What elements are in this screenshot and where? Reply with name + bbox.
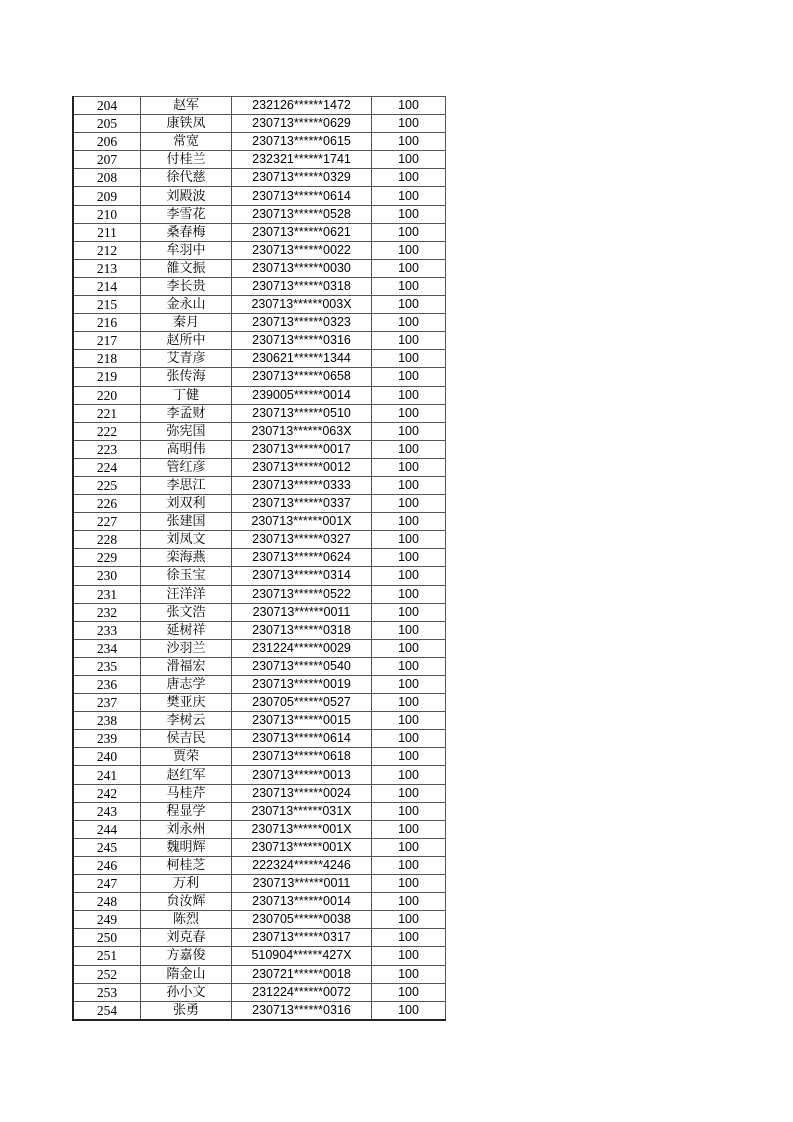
table-row (73, 386, 446, 404)
name-cell: 李长贵 (141, 277, 232, 295)
table-row (73, 368, 446, 386)
row-number-cell: 225 (73, 476, 141, 494)
id-number-cell: 230705******0527 (232, 694, 372, 712)
name-cell: 李孟财 (141, 404, 232, 422)
id-number-cell: 230713******001X (232, 838, 372, 856)
table-row (73, 639, 446, 657)
id-number-cell: 232126******1472 (232, 97, 372, 115)
amount-cell: 100 (372, 676, 446, 694)
table-row (73, 259, 446, 277)
row-number-cell: 232 (73, 603, 141, 621)
id-number-cell: 230705******0038 (232, 911, 372, 929)
id-number-cell: 230713******0329 (232, 169, 372, 187)
row-number-cell: 223 (73, 440, 141, 458)
name-cell: 秦月 (141, 314, 232, 332)
name-cell: 魏明辉 (141, 838, 232, 856)
amount-cell: 100 (372, 458, 446, 476)
name-cell: 刘双利 (141, 495, 232, 513)
amount-cell: 100 (372, 476, 446, 494)
table-row (73, 820, 446, 838)
id-number-cell: 230713******0522 (232, 585, 372, 603)
row-number-cell: 229 (73, 549, 141, 567)
id-number-cell: 230713******0614 (232, 187, 372, 205)
name-cell: 刘永州 (141, 820, 232, 838)
name-cell: 牟羽中 (141, 241, 232, 259)
row-number-cell: 210 (73, 205, 141, 223)
id-number-cell: 230713******0314 (232, 567, 372, 585)
name-cell: 马桂芹 (141, 784, 232, 802)
amount-cell: 100 (372, 567, 446, 585)
name-cell: 隋金山 (141, 965, 232, 983)
amount-cell: 100 (372, 730, 446, 748)
row-number-cell: 234 (73, 639, 141, 657)
row-number-cell: 239 (73, 730, 141, 748)
name-cell: 沙羽兰 (141, 639, 232, 657)
table-row (73, 133, 446, 151)
id-number-cell: 230713******0022 (232, 241, 372, 259)
name-cell: 赵红军 (141, 766, 232, 784)
id-number-cell: 230713******0012 (232, 458, 372, 476)
amount-cell: 100 (372, 314, 446, 332)
amount-cell: 100 (372, 784, 446, 802)
id-number-cell: 230713******0013 (232, 766, 372, 784)
table-row (73, 784, 446, 802)
row-number-cell: 221 (73, 404, 141, 422)
amount-cell: 100 (372, 368, 446, 386)
id-number-cell: 230713******0333 (232, 476, 372, 494)
row-number-cell: 248 (73, 893, 141, 911)
roster-table (72, 96, 446, 1021)
amount-cell: 100 (372, 983, 446, 1001)
name-cell: 金永山 (141, 296, 232, 314)
id-number-cell: 230713******0030 (232, 259, 372, 277)
amount-cell: 100 (372, 1001, 446, 1020)
amount-cell: 100 (372, 422, 446, 440)
amount-cell: 100 (372, 205, 446, 223)
id-number-cell: 230713******0337 (232, 495, 372, 513)
row-number-cell: 206 (73, 133, 141, 151)
amount-cell: 100 (372, 495, 446, 513)
table-row (73, 549, 446, 567)
table-row (73, 314, 446, 332)
row-number-cell: 214 (73, 277, 141, 295)
id-number-cell: 230713******0658 (232, 368, 372, 386)
name-cell: 李思江 (141, 476, 232, 494)
id-number-cell: 230713******0629 (232, 115, 372, 133)
id-number-cell: 230713******0528 (232, 205, 372, 223)
table-row (73, 730, 446, 748)
id-number-cell: 230713******0316 (232, 1001, 372, 1020)
id-number-cell: 230713******003X (232, 296, 372, 314)
table-row (73, 332, 446, 350)
table-row (73, 458, 446, 476)
table-row (73, 567, 446, 585)
row-number-cell: 249 (73, 911, 141, 929)
id-number-cell: 510904******427X (232, 947, 372, 965)
id-number-cell: 230713******063X (232, 422, 372, 440)
table-row (73, 223, 446, 241)
table-row (73, 911, 446, 929)
name-cell: 延树祥 (141, 621, 232, 639)
name-cell: 赵军 (141, 97, 232, 115)
id-number-cell: 230713******0614 (232, 730, 372, 748)
id-number-cell: 230713******0017 (232, 440, 372, 458)
name-cell: 张传海 (141, 368, 232, 386)
amount-cell: 100 (372, 639, 446, 657)
amount-cell: 100 (372, 802, 446, 820)
amount-cell: 100 (372, 386, 446, 404)
id-number-cell: 230713******0318 (232, 277, 372, 295)
id-number-cell: 230713******0011 (232, 875, 372, 893)
amount-cell: 100 (372, 621, 446, 639)
table-row (73, 277, 446, 295)
id-number-cell: 239005******0014 (232, 386, 372, 404)
row-number-cell: 252 (73, 965, 141, 983)
name-cell: 徐玉宝 (141, 567, 232, 585)
name-cell: 弥宪国 (141, 422, 232, 440)
amount-cell: 100 (372, 603, 446, 621)
amount-cell: 100 (372, 296, 446, 314)
table-row (73, 838, 446, 856)
table-row (73, 893, 446, 911)
amount-cell: 100 (372, 151, 446, 169)
name-cell: 徐代慈 (141, 169, 232, 187)
row-number-cell: 245 (73, 838, 141, 856)
name-cell: 艾青彦 (141, 350, 232, 368)
amount-cell: 100 (372, 820, 446, 838)
name-cell: 柯桂芝 (141, 856, 232, 874)
amount-cell: 100 (372, 712, 446, 730)
id-number-cell: 230713******031X (232, 802, 372, 820)
name-cell: 贠汝辉 (141, 893, 232, 911)
amount-cell: 100 (372, 694, 446, 712)
table-row (73, 205, 446, 223)
amount-cell: 100 (372, 875, 446, 893)
row-number-cell: 238 (73, 712, 141, 730)
table-row (73, 603, 446, 621)
row-number-cell: 211 (73, 223, 141, 241)
table-row (73, 694, 446, 712)
amount-cell: 100 (372, 404, 446, 422)
table-row (73, 856, 446, 874)
name-cell: 刘殿波 (141, 187, 232, 205)
id-number-cell: 230713******0618 (232, 748, 372, 766)
row-number-cell: 246 (73, 856, 141, 874)
table-row (73, 947, 446, 965)
name-cell: 刘凤文 (141, 531, 232, 549)
id-number-cell: 230713******0019 (232, 676, 372, 694)
name-cell: 樊亚庆 (141, 694, 232, 712)
name-cell: 张建国 (141, 513, 232, 531)
name-cell: 常宽 (141, 133, 232, 151)
table-row (73, 404, 446, 422)
name-cell: 唐志学 (141, 676, 232, 694)
id-number-cell: 230713******0323 (232, 314, 372, 332)
amount-cell: 100 (372, 332, 446, 350)
amount-cell: 100 (372, 856, 446, 874)
table-row (73, 712, 446, 730)
table-row (73, 151, 446, 169)
name-cell: 栾海燕 (141, 549, 232, 567)
id-number-cell: 232321******1741 (232, 151, 372, 169)
row-number-cell: 250 (73, 929, 141, 947)
table-row (73, 169, 446, 187)
table-row (73, 440, 446, 458)
amount-cell: 100 (372, 187, 446, 205)
amount-cell: 100 (372, 440, 446, 458)
amount-cell: 100 (372, 133, 446, 151)
row-number-cell: 204 (73, 97, 141, 115)
name-cell: 李雪花 (141, 205, 232, 223)
row-number-cell: 226 (73, 495, 141, 513)
row-number-cell: 247 (73, 875, 141, 893)
name-cell: 滑福宏 (141, 657, 232, 675)
name-cell: 康铁凤 (141, 115, 232, 133)
table-row (73, 187, 446, 205)
amount-cell: 100 (372, 657, 446, 675)
row-number-cell: 208 (73, 169, 141, 187)
row-number-cell: 215 (73, 296, 141, 314)
table-row (73, 585, 446, 603)
name-cell: 贾荣 (141, 748, 232, 766)
amount-cell: 100 (372, 585, 446, 603)
id-number-cell: 231224******0029 (232, 639, 372, 657)
row-number-cell: 240 (73, 748, 141, 766)
table-row (73, 350, 446, 368)
row-number-cell: 222 (73, 422, 141, 440)
row-number-cell: 209 (73, 187, 141, 205)
row-number-cell: 236 (73, 676, 141, 694)
table-row (73, 657, 446, 675)
row-number-cell: 230 (73, 567, 141, 585)
table-row (73, 965, 446, 983)
row-number-cell: 242 (73, 784, 141, 802)
id-number-cell: 222324******4246 (232, 856, 372, 874)
row-number-cell: 243 (73, 802, 141, 820)
name-cell: 赵所中 (141, 332, 232, 350)
name-cell: 付桂兰 (141, 151, 232, 169)
table-row (73, 495, 446, 513)
amount-cell: 100 (372, 911, 446, 929)
row-number-cell: 212 (73, 241, 141, 259)
amount-cell: 100 (372, 766, 446, 784)
id-number-cell: 230713******0621 (232, 223, 372, 241)
row-number-cell: 219 (73, 368, 141, 386)
name-cell: 刘克春 (141, 929, 232, 947)
amount-cell: 100 (372, 893, 446, 911)
id-number-cell: 230721******0018 (232, 965, 372, 983)
table-row (73, 621, 446, 639)
amount-cell: 100 (372, 838, 446, 856)
table-row (73, 802, 446, 820)
table-row (73, 476, 446, 494)
table-row (73, 748, 446, 766)
row-number-cell: 251 (73, 947, 141, 965)
row-number-cell: 244 (73, 820, 141, 838)
table-row (73, 531, 446, 549)
row-number-cell: 218 (73, 350, 141, 368)
table-row (73, 422, 446, 440)
roster-body (73, 97, 446, 1020)
row-number-cell: 227 (73, 513, 141, 531)
table-row (73, 766, 446, 784)
id-number-cell: 230713******0316 (232, 332, 372, 350)
id-number-cell: 230713******0011 (232, 603, 372, 621)
row-number-cell: 220 (73, 386, 141, 404)
name-cell: 张勇 (141, 1001, 232, 1020)
name-cell: 桑春梅 (141, 223, 232, 241)
row-number-cell: 237 (73, 694, 141, 712)
amount-cell: 100 (372, 531, 446, 549)
amount-cell: 100 (372, 929, 446, 947)
amount-cell: 100 (372, 513, 446, 531)
row-number-cell: 224 (73, 458, 141, 476)
id-number-cell: 231224******0072 (232, 983, 372, 1001)
row-number-cell: 235 (73, 657, 141, 675)
row-number-cell: 213 (73, 259, 141, 277)
amount-cell: 100 (372, 549, 446, 567)
row-number-cell: 217 (73, 332, 141, 350)
row-number-cell: 205 (73, 115, 141, 133)
row-number-cell: 231 (73, 585, 141, 603)
table-row (73, 241, 446, 259)
name-cell: 高明伟 (141, 440, 232, 458)
name-cell: 管红彦 (141, 458, 232, 476)
table-row (73, 983, 446, 1001)
id-number-cell: 230713******0014 (232, 893, 372, 911)
name-cell: 万利 (141, 875, 232, 893)
row-number-cell: 216 (73, 314, 141, 332)
table-row (73, 115, 446, 133)
name-cell: 方嘉俊 (141, 947, 232, 965)
table-row (73, 676, 446, 694)
id-number-cell: 230713******0024 (232, 784, 372, 802)
table-row (73, 513, 446, 531)
amount-cell: 100 (372, 169, 446, 187)
amount-cell: 100 (372, 350, 446, 368)
name-cell: 丁健 (141, 386, 232, 404)
table-row (73, 296, 446, 314)
amount-cell: 100 (372, 947, 446, 965)
id-number-cell: 230713******0615 (232, 133, 372, 151)
id-number-cell: 230713******001X (232, 820, 372, 838)
amount-cell: 100 (372, 965, 446, 983)
id-number-cell: 230713******0317 (232, 929, 372, 947)
table-row (73, 929, 446, 947)
id-number-cell: 230713******0318 (232, 621, 372, 639)
row-number-cell: 207 (73, 151, 141, 169)
name-cell: 孙小文 (141, 983, 232, 1001)
amount-cell: 100 (372, 277, 446, 295)
row-number-cell: 241 (73, 766, 141, 784)
amount-cell: 100 (372, 115, 446, 133)
id-number-cell: 230713******0015 (232, 712, 372, 730)
row-number-cell: 254 (73, 1001, 141, 1020)
name-cell: 程显学 (141, 802, 232, 820)
name-cell: 李树云 (141, 712, 232, 730)
id-number-cell: 230713******0540 (232, 657, 372, 675)
table-row (73, 1001, 446, 1020)
amount-cell: 100 (372, 241, 446, 259)
id-number-cell: 230713******0624 (232, 549, 372, 567)
id-number-cell: 230713******001X (232, 513, 372, 531)
name-cell: 雒文振 (141, 259, 232, 277)
id-number-cell: 230621******1344 (232, 350, 372, 368)
row-number-cell: 233 (73, 621, 141, 639)
name-cell: 陈烈 (141, 911, 232, 929)
row-number-cell: 253 (73, 983, 141, 1001)
amount-cell: 100 (372, 259, 446, 277)
table-row (73, 97, 446, 115)
row-number-cell: 228 (73, 531, 141, 549)
name-cell: 汪洋洋 (141, 585, 232, 603)
name-cell: 侯吉民 (141, 730, 232, 748)
id-number-cell: 230713******0510 (232, 404, 372, 422)
name-cell: 张文浩 (141, 603, 232, 621)
amount-cell: 100 (372, 97, 446, 115)
amount-cell: 100 (372, 748, 446, 766)
table-row (73, 875, 446, 893)
amount-cell: 100 (372, 223, 446, 241)
id-number-cell: 230713******0327 (232, 531, 372, 549)
